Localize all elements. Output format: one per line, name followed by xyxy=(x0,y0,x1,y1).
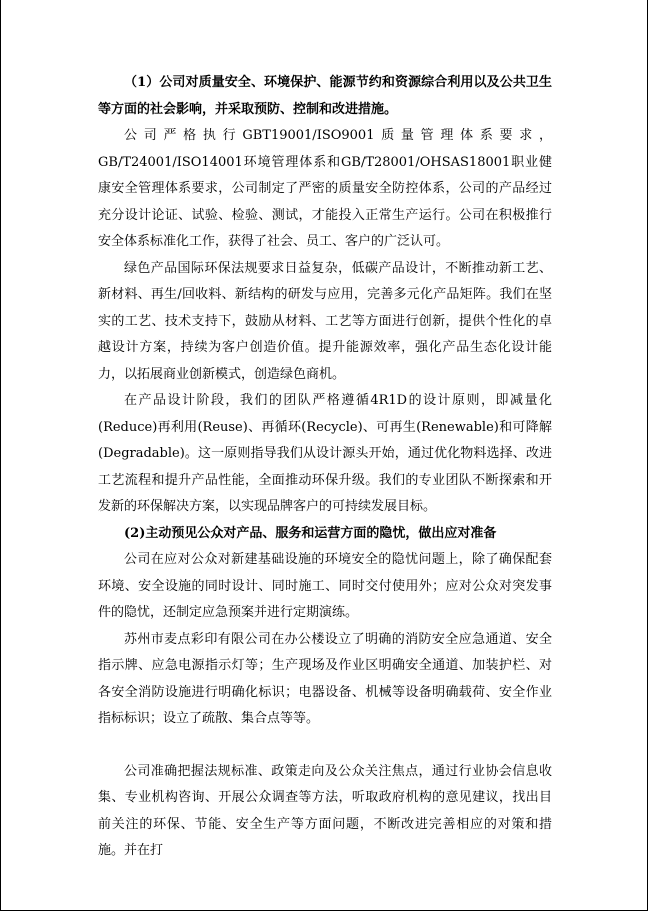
paragraph-regulations: 公司准确把握法规标准、政策走向及公众关注焦点，通过行业协会信息收集、专业机构咨询、开展公众调查等方法，听取政府机构的意见建议，找出目前关注的环保、节能、安全生产等方面问题，不断改进完善相应的对策和措施。并在打 xyxy=(98,763,552,858)
section-heading-2: (2)主动预见公众对产品、服务和运营方面的隐忧，做出应对准备 xyxy=(124,525,497,541)
paragraph-4r1d-design: 在产品设计阶段，我们的团队严格遵循4R1D的设计原则，即减量化(Reduce)再利用(Reuse)、再循环(Recycle)、可再生(Renewable)和可降解(Degradable)。这一原则指导我们从设计源头开始，通过优化物料选择、改进工艺流程和提升产品性能，全面推动环保升级。我们的专业团队不断探索和开发新的环保解决方案，以实现品牌客户的可持续发展目标。 xyxy=(98,393,552,514)
section-heading-1: （1）公司对质量安全、环境保护、能源节约和资源综合利用以及公共卫生等方面的社会影响，并采取预防、控制和改进措施。 xyxy=(98,75,552,117)
paragraph-green-products: 绿色产品国际环保法规要求日益复杂，低碳产品设计，不断推动新工艺、新材料、再生/回收料、新结构的研发与应用，完善多元化产品矩阵。我们在坚实的工艺、技术支持下，鼓励从材料、工艺等方面进行创新，提供个性化的卓越设计方案，持续为客户创造价值。提升能源效率，强化产品生态化设计能力，以拓展商业创新模式，创造绿色商机。 xyxy=(98,260,552,382)
paragraph-gap xyxy=(98,733,552,759)
paragraph-public-concerns: 公司在应对公众对新建基础设施的环境安全的隐忧问题上，除了确保配套环境、安全设施的同时设计、同时施工、同时交付使用外；应对公众对突发事件的隐忧，还制定应急预案并进行定期演练。 xyxy=(98,552,552,620)
paragraph-safety-facilities: 苏州市麦点彩印有限公司在办公楼设立了明确的消防安全应急通道、安全指示牌、应急电源指示灯等；生产现场及作业区明确安全通道、加装护栏、对各安全消防设施进行明确化标识；电器设备、机械等设备明确载荷、安全作业指标标识；设立了疏散、集合点等等。 xyxy=(98,631,552,726)
document-body xyxy=(98,70,552,865)
paragraph-quality-systems: 公司严格执行GBT19001/ISO9001质量管理体系要求，GB/T24001/ISO14001环境管理体系和GB/T28001/OHSAS18001职业健康安全管理体系要求，公司制定了严密的质量安全防控体系，公司的产品经过充分设计论证、试验、检验、测试，才能投入正常生产运行。公司在积极推行安全体系标准化工作，获得了社会、员工、客户的广泛认可。 xyxy=(98,128,552,249)
